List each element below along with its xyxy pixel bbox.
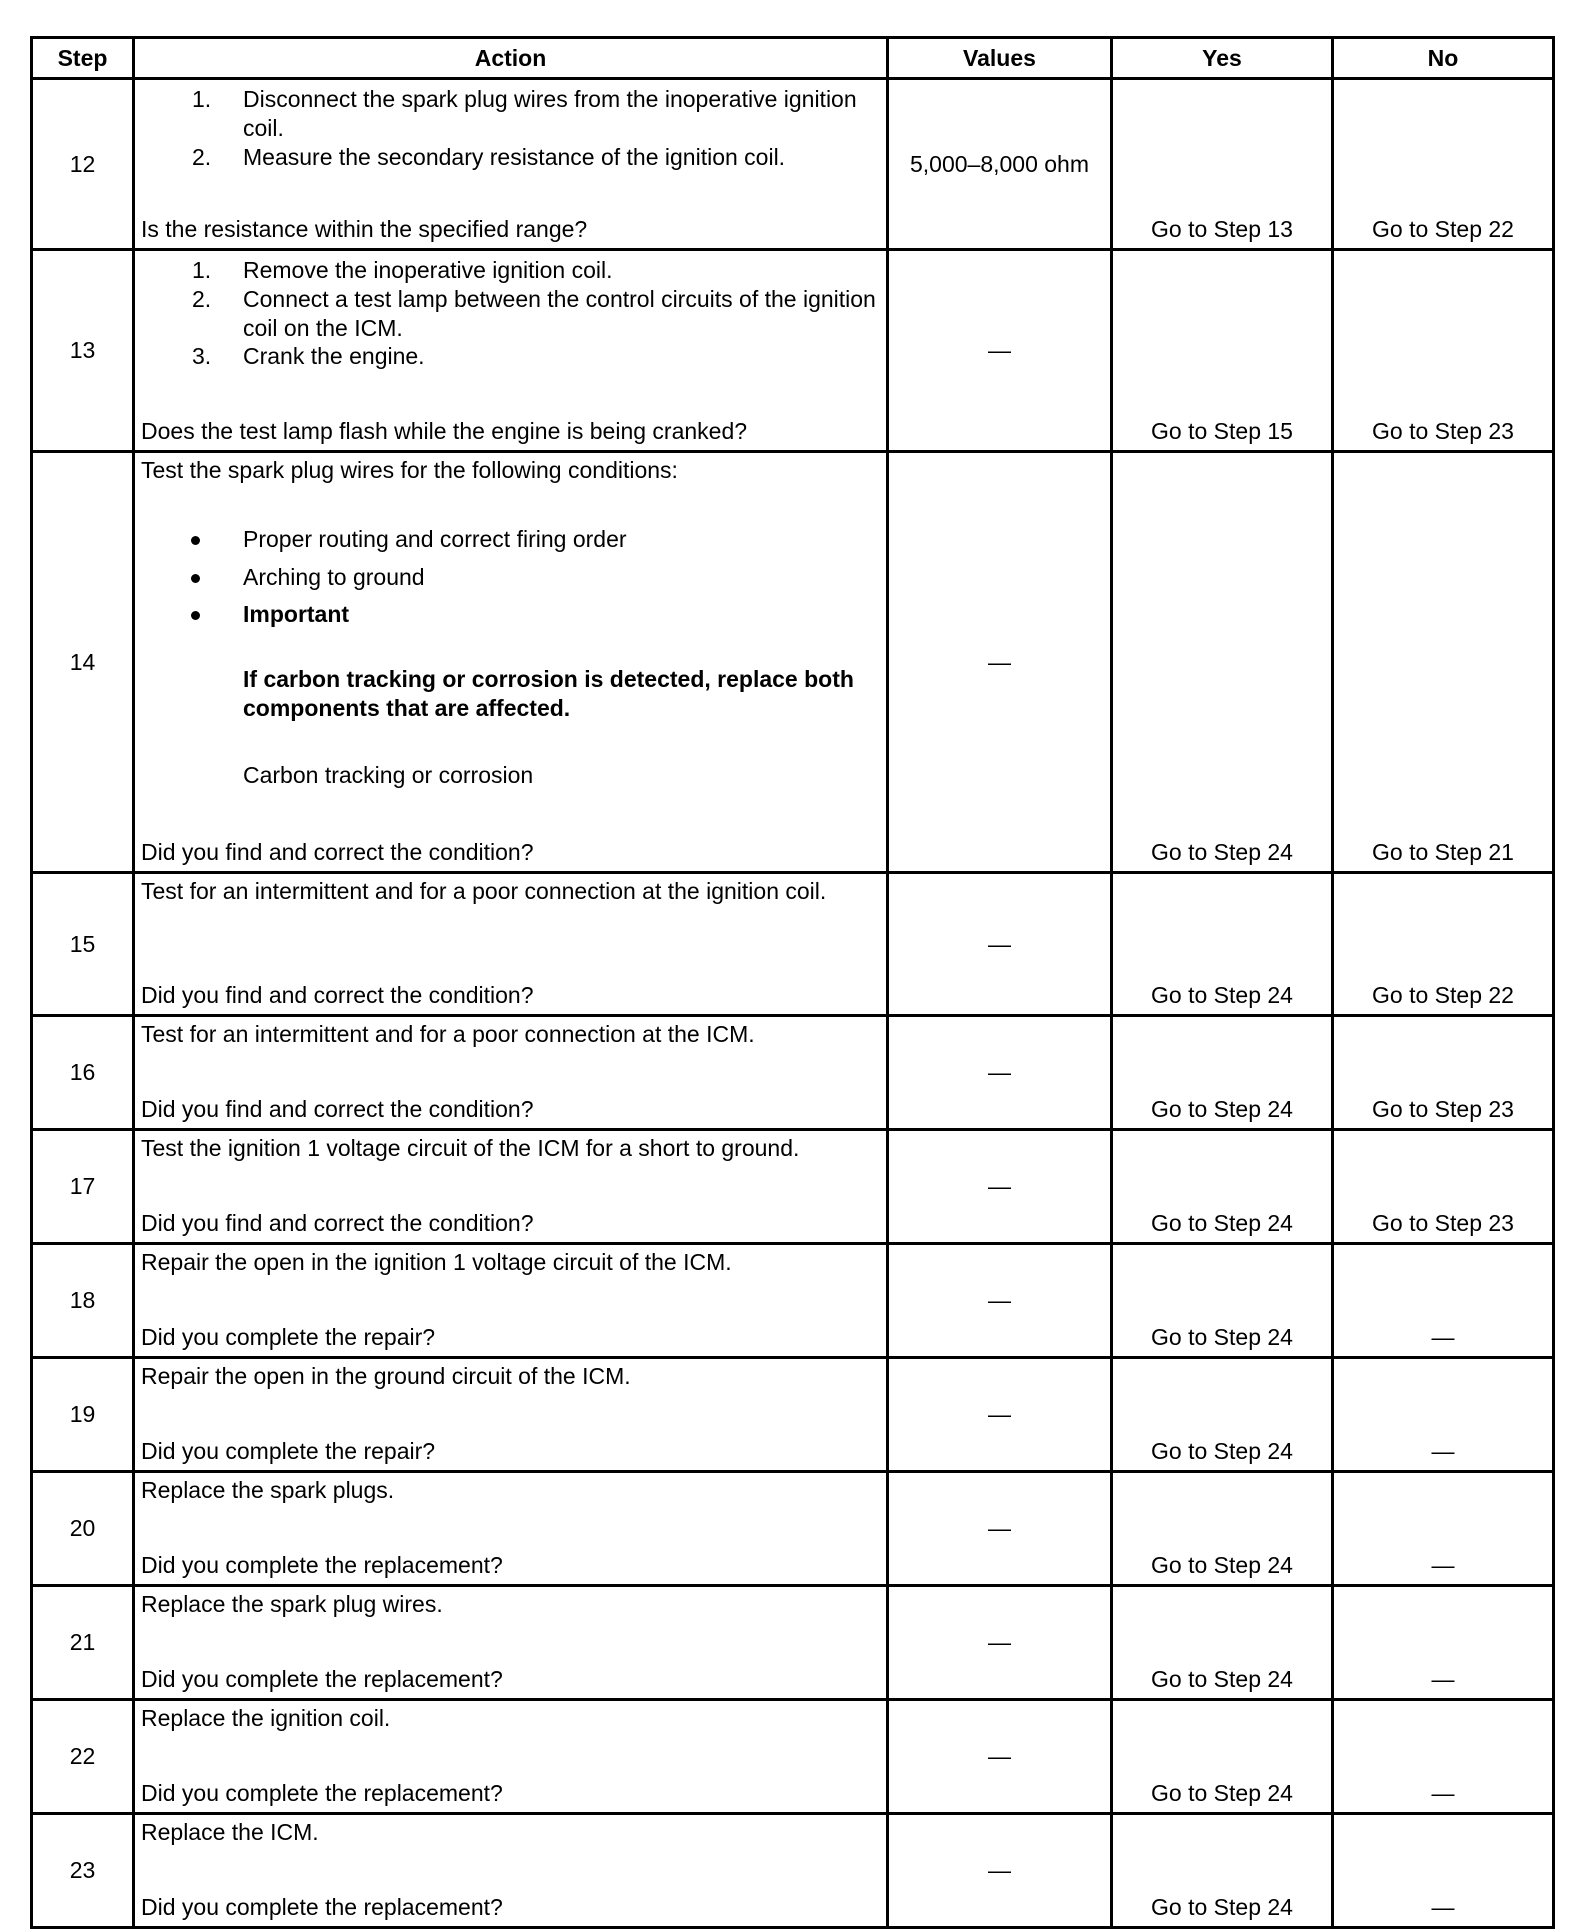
diagnostic-table [30, 36, 1555, 1929]
action-cell [134, 873, 888, 1016]
no-cell: Go to Step 23 [1333, 250, 1554, 452]
question-text: Did you find and correct the condition? [141, 1210, 534, 1237]
action-cell [134, 1586, 888, 1700]
list-item: Proper routing and correct firing order [141, 525, 880, 554]
step-number: 14 [32, 452, 134, 873]
yes-cell: Go to Step 15 [1112, 250, 1333, 452]
numbered-list [141, 256, 880, 371]
no-cell: Go to Step 21 [1333, 452, 1554, 873]
header-values: Values [888, 38, 1112, 79]
action-text: Test the ignition 1 voltage circuit of the ICM for a short to ground. [141, 1135, 800, 1161]
yes-cell: Go to Step 24 [1112, 1358, 1333, 1472]
step-number: 23 [32, 1814, 134, 1928]
no-cell: — [1333, 1700, 1554, 1814]
no-cell: Go to Step 23 [1333, 1016, 1554, 1130]
no-cell: Go to Step 23 [1333, 1130, 1554, 1244]
bullet-icon [191, 611, 200, 620]
action-text: Test for an intermittent and for a poor connection at the ICM. [141, 1021, 755, 1047]
list-item: 2. Measure the secondary resistance of the ignition coil. [192, 143, 786, 170]
no-cell: — [1333, 1814, 1554, 1928]
yes-cell: Go to Step 24 [1112, 1814, 1333, 1928]
list-item: 1. Remove the inoperative ignition coil. [192, 257, 613, 283]
table-row [32, 1016, 1554, 1130]
header-step: Step [32, 38, 134, 79]
value-cell: — [888, 1814, 1112, 1928]
action-text: Replace the spark plugs. [141, 1477, 395, 1503]
question-text: Did you complete the replacement? [141, 1780, 503, 1807]
question-text: Did you complete the replacement? [141, 1894, 503, 1921]
table-row [32, 250, 1554, 452]
action-cell [134, 1358, 888, 1472]
action-cell [134, 1814, 888, 1928]
action-text: Replace the spark plug wires. [141, 1591, 443, 1617]
action-cell [134, 1244, 888, 1358]
yes-cell: Go to Step 13 [1112, 79, 1333, 250]
question-text: Did you complete the repair? [141, 1438, 436, 1465]
table-row [32, 1358, 1554, 1472]
header-no: No [1333, 38, 1554, 79]
question-text: Is the resistance within the specified range? [141, 216, 588, 243]
list-item: 1. Disconnect the spark plug wires from the inoperative ignition coil. [192, 86, 857, 141]
intro-text: Test the spark plug wires for the following conditions: [141, 457, 678, 483]
bullet-icon [191, 574, 200, 583]
bullet-list [141, 525, 880, 629]
action-cell [134, 1016, 888, 1130]
action-text: Repair the open in the ground circuit of the ICM. [141, 1363, 631, 1389]
yes-cell: Go to Step 24 [1112, 1472, 1333, 1586]
yes-cell: Go to Step 24 [1112, 1586, 1333, 1700]
important-note: If carbon tracking or corrosion is detected, replace both components that are affected. [243, 666, 854, 721]
no-cell: — [1333, 1358, 1554, 1472]
no-cell: Go to Step 22 [1333, 79, 1554, 250]
yes-cell: Go to Step 24 [1112, 1016, 1333, 1130]
step-number: 15 [32, 873, 134, 1016]
yes-cell: Go to Step 24 [1112, 1130, 1333, 1244]
no-cell: — [1333, 1244, 1554, 1358]
table-row [32, 1700, 1554, 1814]
value-cell: — [888, 1244, 1112, 1358]
list-item: 2. Connect a test lamp between the control circuits of the ignition coil on the ICM. [192, 285, 876, 341]
step-number: 20 [32, 1472, 134, 1586]
value-cell: — [888, 1130, 1112, 1244]
question-text: Did you complete the replacement? [141, 1666, 503, 1693]
action-text: Replace the ignition coil. [141, 1705, 391, 1731]
header-row [32, 38, 1554, 79]
value-cell: — [888, 1586, 1112, 1700]
question-text: Did you complete the repair? [141, 1324, 436, 1351]
question-text: Did you find and correct the condition? [141, 982, 534, 1009]
header-yes: Yes [1112, 38, 1333, 79]
step-number: 18 [32, 1244, 134, 1358]
step-number: 17 [32, 1130, 134, 1244]
value-cell: — [888, 250, 1112, 452]
action-text: Test for an intermittent and for a poor connection at the ignition coil. [141, 878, 827, 904]
value-cell: — [888, 1016, 1112, 1130]
value-cell: — [888, 1358, 1112, 1472]
table-row [32, 79, 1554, 250]
table-row [32, 1130, 1554, 1244]
action-text: Repair the open in the ignition 1 voltage circuit of the ICM. [141, 1249, 732, 1275]
list-item: Important [141, 600, 880, 629]
step-number: 19 [32, 1358, 134, 1472]
table-row [32, 1814, 1554, 1928]
header-action: Action [134, 38, 888, 79]
question-text: Did you complete the replacement? [141, 1552, 503, 1579]
action-cell [134, 452, 888, 873]
yes-cell: Go to Step 24 [1112, 1244, 1333, 1358]
yes-cell: Go to Step 24 [1112, 873, 1333, 1016]
step-number: 22 [32, 1700, 134, 1814]
step-number: 21 [32, 1586, 134, 1700]
step-number: 12 [32, 79, 134, 250]
table-row [32, 452, 1554, 873]
step-number: 16 [32, 1016, 134, 1130]
value-cell: — [888, 1472, 1112, 1586]
value-cell: — [888, 452, 1112, 873]
action-cell [134, 79, 888, 250]
action-cell [134, 250, 888, 452]
table-row [32, 873, 1554, 1016]
yes-cell: Go to Step 24 [1112, 1700, 1333, 1814]
no-cell: — [1333, 1586, 1554, 1700]
action-cell [134, 1700, 888, 1814]
value-cell: — [888, 1700, 1112, 1814]
table-row [32, 1244, 1554, 1358]
table-row [32, 1586, 1554, 1700]
step-number: 13 [32, 250, 134, 452]
question-text: Did you find and correct the condition? [141, 839, 534, 866]
table-row [32, 1472, 1554, 1586]
question-text: Did you find and correct the condition? [141, 1096, 534, 1123]
action-cell [134, 1472, 888, 1586]
question-text: Does the test lamp flash while the engine is being cranked? [141, 418, 748, 445]
diagnostic-table-page [30, 36, 1552, 1929]
value-cell: — [888, 873, 1112, 1016]
value-cell: 5,000–8,000 ohm [888, 79, 1112, 250]
list-item: 3. Crank the engine. [192, 343, 425, 370]
action-text: Replace the ICM. [141, 1819, 319, 1845]
bullet-icon [191, 536, 200, 545]
no-cell: Go to Step 22 [1333, 873, 1554, 1016]
yes-cell: Go to Step 24 [1112, 452, 1333, 873]
list-item: Arching to ground [141, 563, 880, 592]
action-cell [134, 1130, 888, 1244]
numbered-list [141, 85, 880, 171]
no-cell: — [1333, 1472, 1554, 1586]
sub-item: Carbon tracking or corrosion [243, 761, 534, 788]
